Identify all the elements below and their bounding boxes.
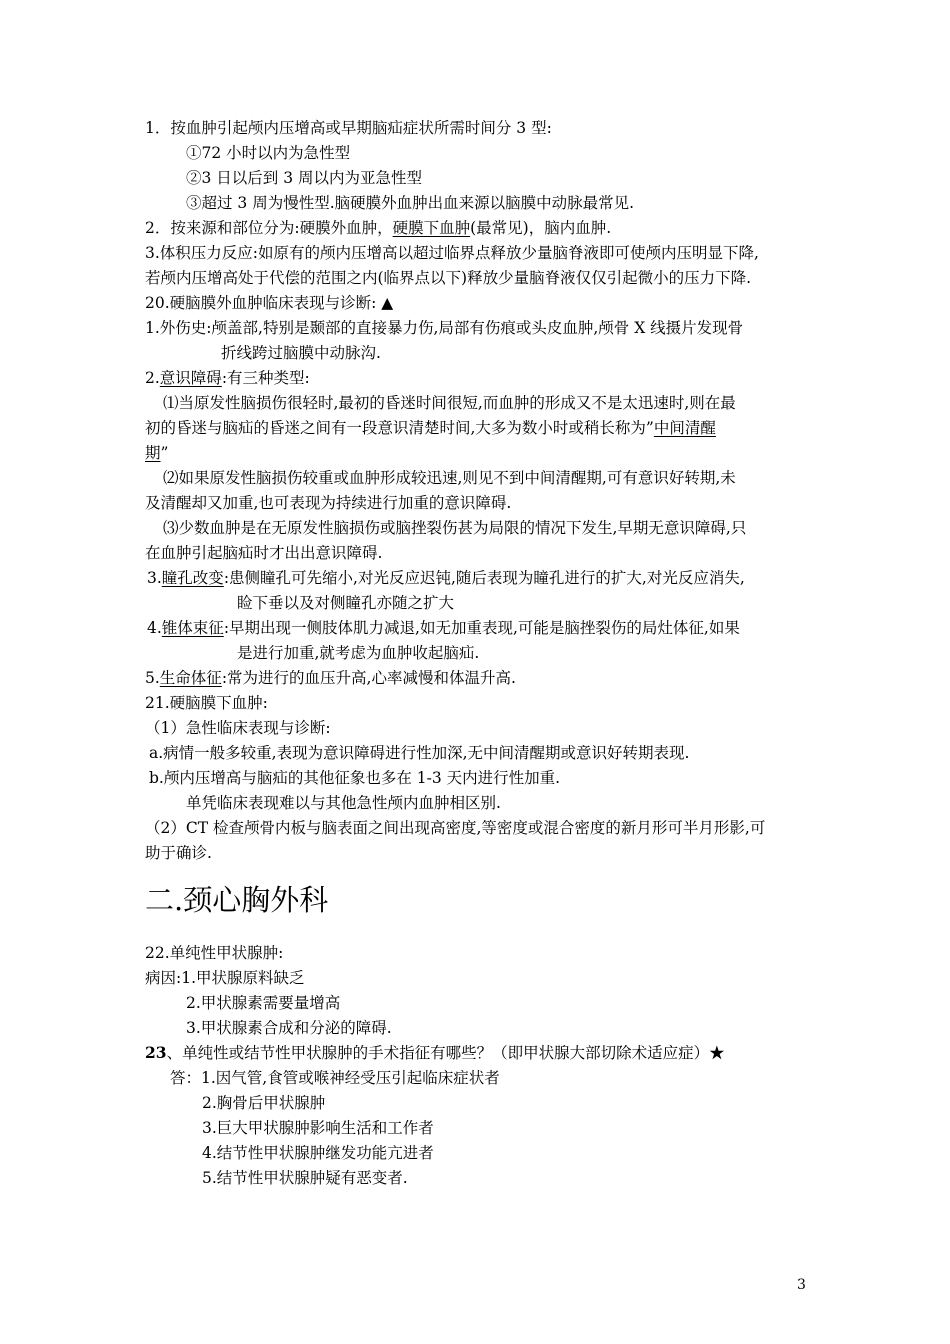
text-line: 3.甲状腺素合成和分泌的障碍. bbox=[186, 1019, 392, 1037]
text-span: 5. bbox=[145, 669, 160, 687]
text-span: :有三种类型: bbox=[221, 369, 310, 387]
text-line bbox=[145, 667, 516, 689]
text-line: （2）CT 检查颅骨内板与脑表面之间出现高密度,等密度或混合密度的新月形可半月形影,可 bbox=[145, 819, 766, 837]
text-line: 5.结节性甲状腺肿疑有恶变者. bbox=[202, 1169, 408, 1187]
text-line: ①72 小时以内为急性型 bbox=[186, 144, 351, 162]
question-number: 23 bbox=[145, 1043, 167, 1062]
text-span: 4. bbox=[147, 619, 162, 637]
underlined-term: 瞳孔改变 bbox=[161, 569, 224, 587]
text-line bbox=[147, 617, 740, 639]
text-line: 1．按血肿引起颅内压增高或早期脑疝症状所需时间分 3 型: bbox=[145, 119, 552, 137]
text-line: 3.巨大甲状腺肿影响生活和工作者 bbox=[202, 1119, 434, 1137]
section-heading: 21.硬脑膜下血肿: bbox=[145, 694, 268, 712]
section-heading bbox=[145, 1042, 725, 1064]
section-heading: 20.硬脑膜外血肿临床表现与诊断: ▲ bbox=[145, 294, 394, 312]
text-line bbox=[147, 567, 745, 589]
text-line: 及清醒却又加重,也可表现为持续进行加重的意识障碍. bbox=[145, 494, 512, 512]
text-span: :患侧瞳孔可先缩小,对光反应迟钝,随后表现为瞳孔进行的扩大,对光反应消失, bbox=[223, 569, 745, 587]
text-line: ③超过 3 周为慢性型.脑硬膜外血肿出血来源以脑膜中动脉最常见. bbox=[186, 194, 635, 212]
text-line: 1.外伤史:颅盖部,特别是颞部的直接暴力伤,局部有伤痕或头皮血肿,颅骨 X 线摄片发现骨 bbox=[145, 319, 744, 337]
text-span: 2. bbox=[145, 369, 160, 387]
text-line bbox=[145, 417, 716, 439]
text-line: 助于确诊. bbox=[145, 844, 212, 862]
text-span: 2．按来源和部位分为:硬膜外血肿， bbox=[145, 219, 393, 237]
text-line: a.病情一般多较重,表现为意识障碍进行性加深,无中间清醒期或意识好转期表现. bbox=[149, 744, 690, 762]
text-span: 、单纯性或结节性甲状腺肿的手术指征有哪些？（即甲状腺大部切除术适应症）★ bbox=[166, 1044, 725, 1062]
text-span: 3. bbox=[147, 569, 162, 587]
underlined-term: 生命体征 bbox=[159, 669, 222, 687]
text-line: ⑴当原发性脑损伤很轻时,最初的昏迷时间很短,而血肿的形成又不是太迅速时,则在最 bbox=[163, 394, 736, 412]
underlined-term: 硬膜下血肿 bbox=[392, 219, 471, 237]
text-line: ⑶少数血肿是在无原发性脑损伤或脑挫裂伤甚为局限的情况下发生,早期无意识障碍,只 bbox=[163, 519, 747, 537]
text-line: 在血肿引起脑疝时才出出意识障碍. bbox=[145, 544, 383, 562]
underlined-term: 锥体束征 bbox=[161, 619, 224, 637]
text-span: 初的昏迷与脑疝的昏迷之间有一段意识清楚时间,大多为数小时或稍长称为” bbox=[145, 419, 654, 437]
text-line: 是进行加重,就考虑为血肿收起脑疝. bbox=[237, 644, 480, 662]
text-line: 4.结节性甲状腺肿继发功能亢进者 bbox=[202, 1144, 434, 1162]
text-line: 3.体积压力反应:如原有的颅内压增高以超过临界点释放少量脑脊液即可使颅内压明显下降, bbox=[145, 244, 759, 262]
underlined-term: 意识障碍 bbox=[159, 369, 222, 387]
text-line: b.颅内压增高与脑疝的其他征象也多在 1-3 天内进行性加重. bbox=[149, 769, 561, 787]
underlined-term: 中间清醒 bbox=[653, 419, 716, 437]
text-line: 单凭临床表现难以与其他急性颅内血肿相区别. bbox=[186, 794, 501, 812]
text-span: :常为进行的血压升高,心率减慢和体温升高. bbox=[221, 669, 516, 687]
section-heading: 22.单纯性甲状腺肿: bbox=[145, 944, 284, 962]
text-line: 睑下垂以及对侧瞳孔亦随之扩大 bbox=[237, 594, 455, 612]
underlined-term: 期 bbox=[145, 444, 161, 462]
text-line bbox=[145, 442, 168, 464]
text-line: 折线跨过脑膜中动脉沟. bbox=[221, 344, 381, 362]
text-span: (最常见)，脑内血肿. bbox=[470, 219, 612, 237]
text-line: 若颅内压增高处于代偿的范围之内(临界点以下)释放少量脑脊液仅仅引起微小的压力下降. bbox=[145, 269, 752, 287]
text-line: 2.胸骨后甲状腺肿 bbox=[202, 1094, 326, 1112]
text-line bbox=[145, 217, 611, 239]
text-line: ⑵如果原发性脑损伤较重或血肿形成较迅速,则见不到中间清醒期,可有意识好转期,未 bbox=[163, 469, 736, 487]
text-line: 答：1.因气管,食管或喉神经受压引起临床症状者 bbox=[170, 1069, 500, 1087]
chapter-heading: 二.颈心胸外科 bbox=[145, 883, 329, 917]
page-number: 3 bbox=[797, 1277, 806, 1293]
text-line: 2.甲状腺素需要量增高 bbox=[186, 994, 341, 1012]
text-span: :早期出现一侧肢体肌力减退,如无加重表现,可能是脑挫裂伤的局灶体征,如果 bbox=[223, 619, 740, 637]
text-line bbox=[145, 367, 310, 389]
text-span: ” bbox=[160, 444, 169, 462]
text-line: 病因:1.甲状腺原料缺乏 bbox=[145, 969, 305, 987]
text-line: ②3 日以后到 3 周以内为亚急性型 bbox=[186, 169, 423, 187]
text-line: （1）急性临床表现与诊断: bbox=[145, 719, 331, 737]
